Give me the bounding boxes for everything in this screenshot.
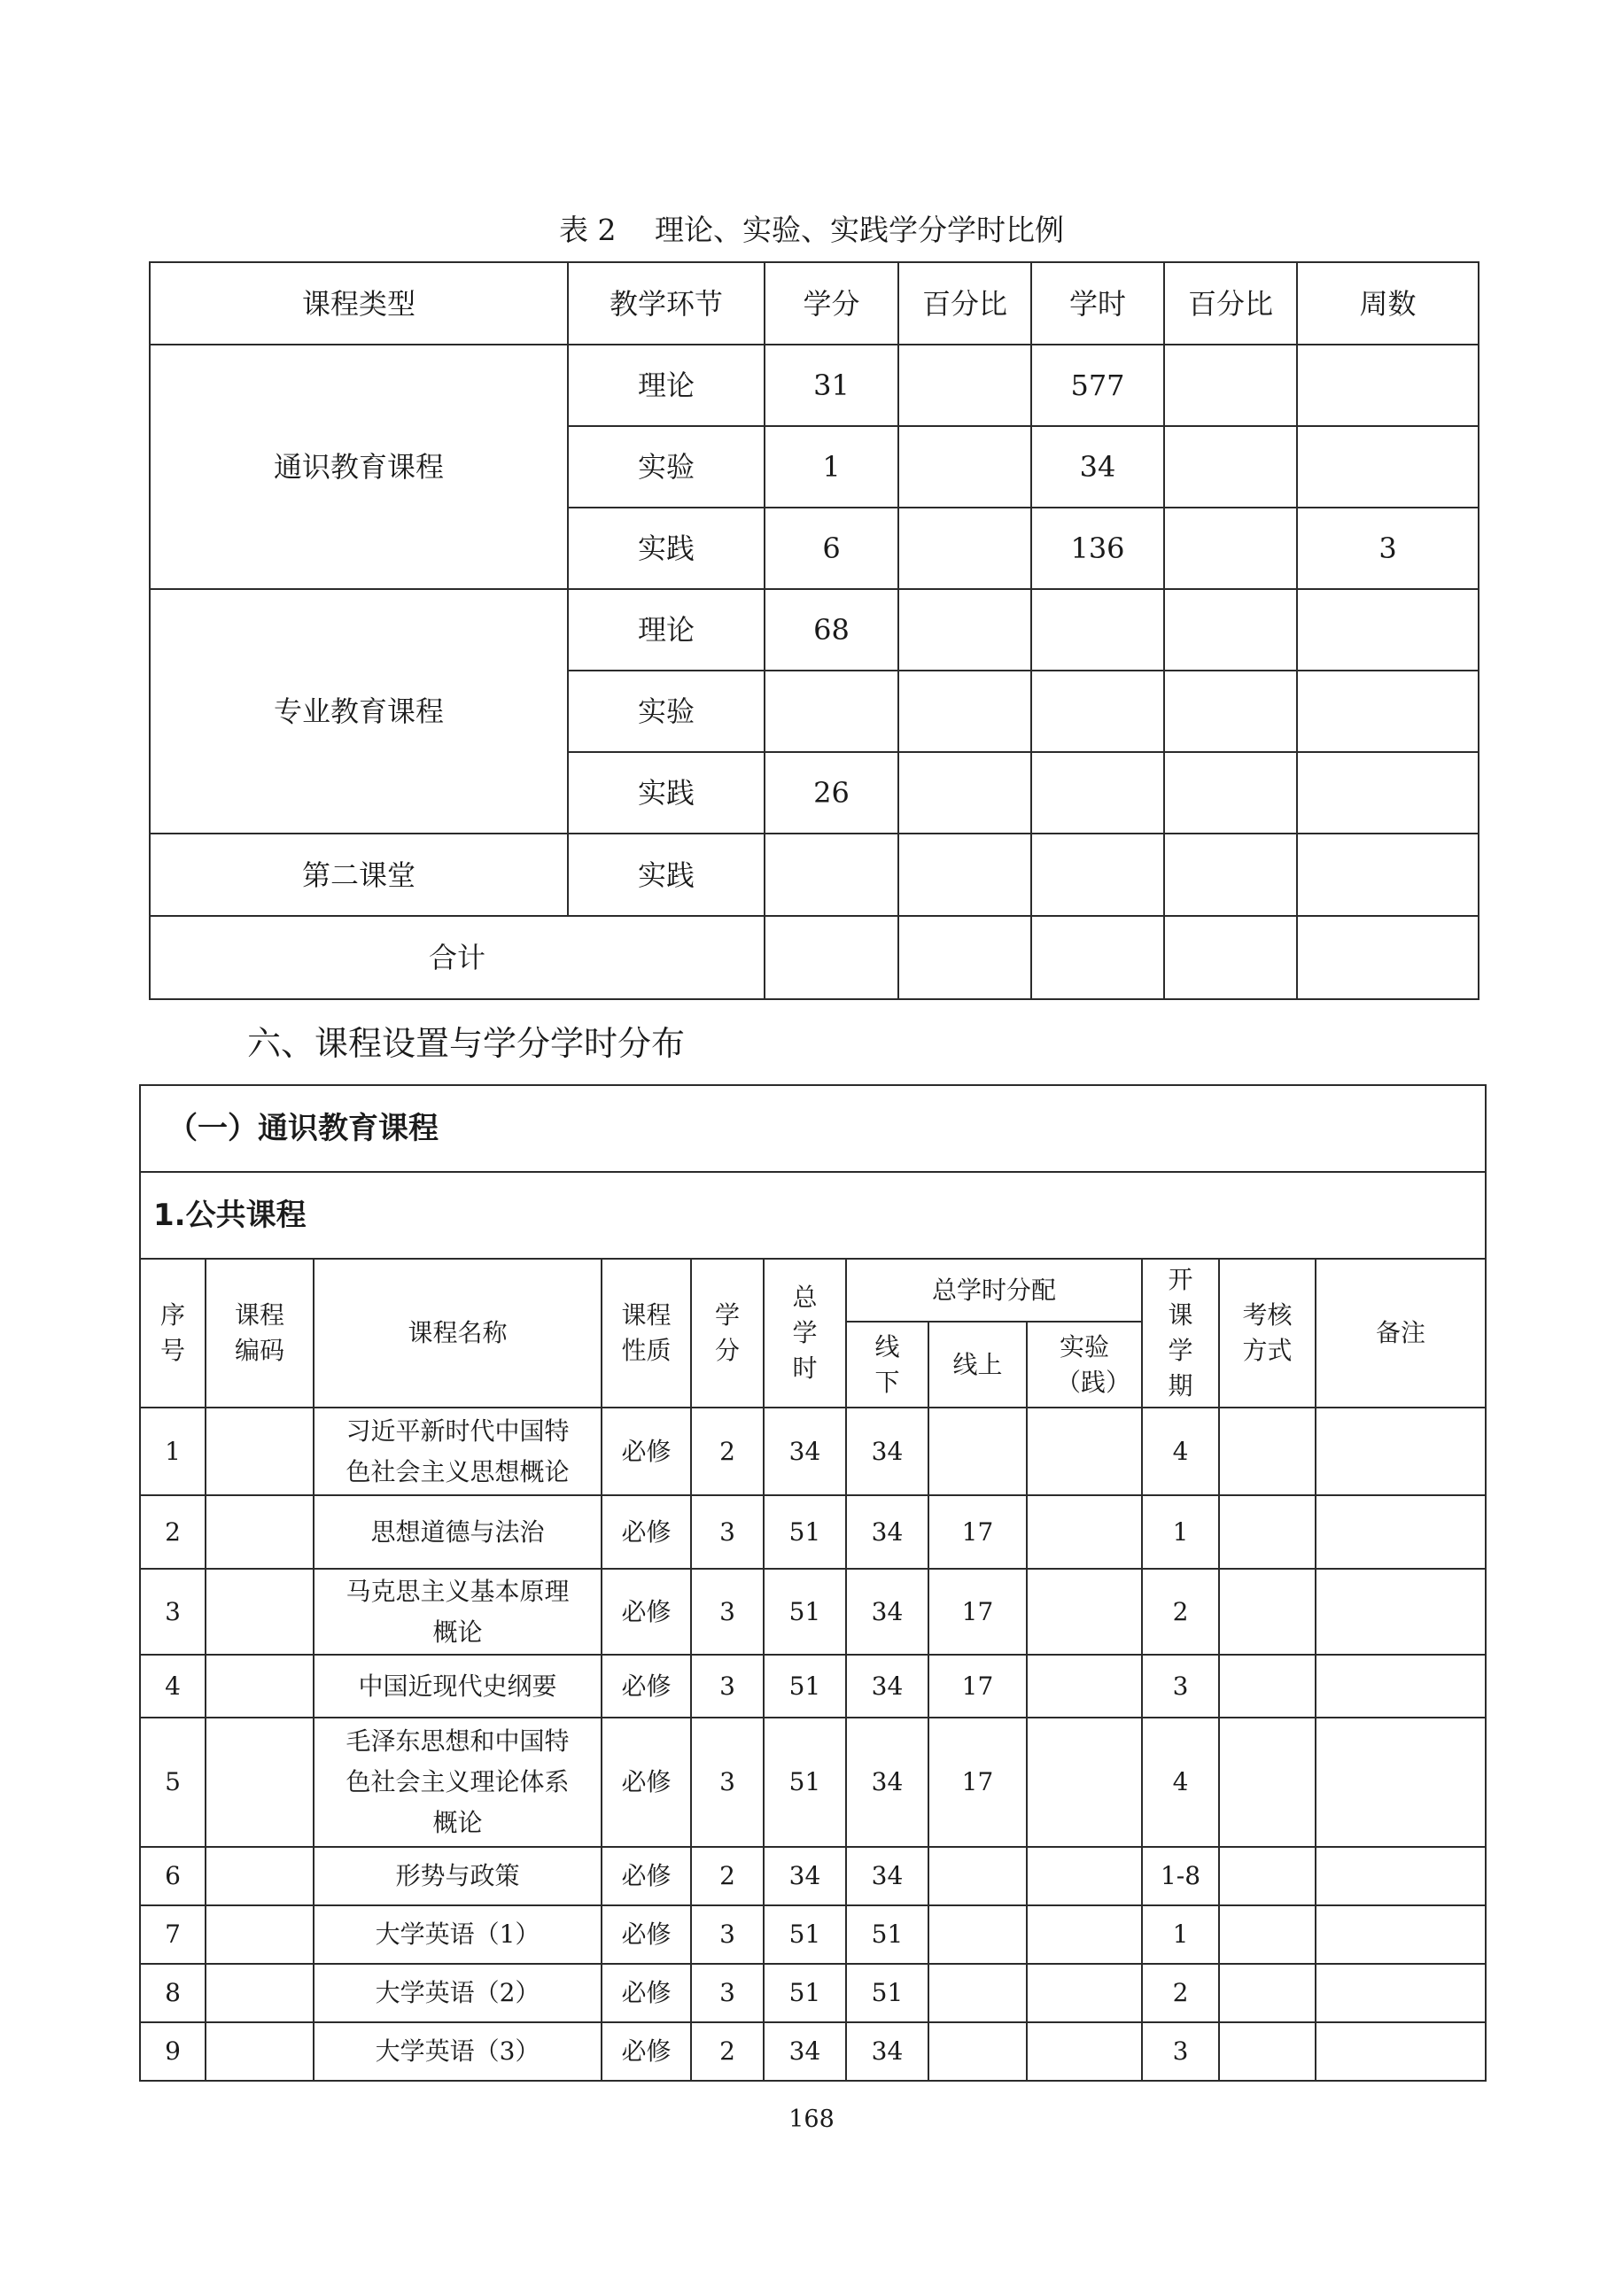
table-row xyxy=(140,1408,1486,1495)
cell-offline: 34 xyxy=(846,2022,928,2081)
cell-code xyxy=(206,1847,314,1905)
table-row xyxy=(140,2022,1486,2081)
header-offline xyxy=(846,1322,928,1408)
credits-cell: 31 xyxy=(765,345,898,426)
header-nature xyxy=(602,1259,691,1408)
cell-index: 5 xyxy=(140,1718,206,1847)
hour-percent-cell xyxy=(1164,834,1297,916)
course-name-text: 思想道德与法治 xyxy=(370,1516,545,1547)
cell-name xyxy=(314,2022,602,2081)
credit-percent-cell xyxy=(898,671,1031,752)
cell-semester: 3 xyxy=(1142,2022,1219,2081)
cell-code xyxy=(206,1495,314,1569)
cell-offline: 34 xyxy=(846,1569,928,1655)
total-credits xyxy=(765,916,898,999)
cell-online: 17 xyxy=(928,1655,1027,1718)
cell-remarks xyxy=(1316,1718,1486,1847)
credit-percent-cell xyxy=(898,589,1031,671)
hours-cell: 34 xyxy=(1031,426,1164,508)
table-row xyxy=(140,1718,1486,1847)
cell-total-hours: 51 xyxy=(764,1905,846,1964)
hour-percent-cell xyxy=(1164,508,1297,589)
cell-semester: 1 xyxy=(1142,1495,1219,1569)
table-row xyxy=(140,1569,1486,1655)
teaching-link-cell: 实验 xyxy=(568,426,765,508)
cell-online xyxy=(928,1408,1027,1495)
cell-total-hours: 51 xyxy=(764,1964,846,2022)
cell-practice xyxy=(1027,1569,1142,1655)
cell-remarks xyxy=(1316,1847,1486,1905)
cell-total-hours: 51 xyxy=(764,1655,846,1718)
cell-credits: 2 xyxy=(691,1847,764,1905)
header-credits xyxy=(691,1259,764,1408)
hours-cell: 577 xyxy=(1031,345,1164,426)
cell-remarks xyxy=(1316,2022,1486,2081)
cell-credits: 3 xyxy=(691,1655,764,1718)
course-name-text: 马克思主义基本原理概论 xyxy=(346,1576,570,1647)
cell-index: 3 xyxy=(140,1569,206,1655)
table-row xyxy=(140,1655,1486,1718)
header-total-hours-text: 总学时 xyxy=(792,1283,818,1383)
course-name-text: 毛泽东思想和中国特色社会主义理论体系概论 xyxy=(346,1726,570,1837)
credits-cell xyxy=(765,671,898,752)
credit-percent-cell xyxy=(898,752,1031,834)
table-row xyxy=(150,834,1479,916)
hour-percent-cell xyxy=(1164,345,1297,426)
hours-cell: 136 xyxy=(1031,508,1164,589)
cell-remarks xyxy=(1316,1408,1486,1495)
table-row xyxy=(140,1964,1486,2022)
cell-total-hours: 34 xyxy=(764,1408,846,1495)
cell-remarks xyxy=(1316,1569,1486,1655)
cell-remarks xyxy=(1316,1905,1486,1964)
cell-total-hours: 34 xyxy=(764,2022,846,2081)
header-credit-percent: 百分比 xyxy=(898,262,1031,345)
weeks-cell xyxy=(1297,671,1479,752)
section-row xyxy=(140,1085,1486,1172)
hour-percent-cell xyxy=(1164,752,1297,834)
cell-name xyxy=(314,1905,602,1964)
section-title: （一）通识教育课程 xyxy=(140,1085,1486,1172)
credits-cell: 68 xyxy=(765,589,898,671)
header-teaching-link: 教学环节 xyxy=(568,262,765,345)
header-practice-text: 实验（践） xyxy=(1056,1331,1131,1397)
cell-index: 8 xyxy=(140,1964,206,2022)
subsection-title: 1.公共课程 xyxy=(140,1172,1486,1259)
hour-percent-cell xyxy=(1164,426,1297,508)
ratio-table xyxy=(149,261,1479,1000)
cell-online: 17 xyxy=(928,1569,1027,1655)
cell-exam xyxy=(1219,2022,1316,2081)
cell-nature: 必修 xyxy=(602,2022,691,2081)
course-name-text: 大学英语（3） xyxy=(375,2036,540,2066)
cell-nature: 必修 xyxy=(602,1847,691,1905)
header-offline-text: 线下 xyxy=(874,1331,900,1397)
cell-practice xyxy=(1027,1964,1142,2022)
cell-offline: 34 xyxy=(846,1655,928,1718)
cell-semester: 4 xyxy=(1142,1718,1219,1847)
header-nature-text: 课程性质 xyxy=(621,1300,672,1365)
cell-practice xyxy=(1027,1495,1142,1569)
header-online: 线上 xyxy=(928,1322,1027,1408)
cell-nature: 必修 xyxy=(602,1964,691,2022)
cell-credits: 3 xyxy=(691,1964,764,2022)
course-name-text: 形势与政策 xyxy=(395,1861,520,1890)
cell-exam xyxy=(1219,1718,1316,1847)
cell-index: 9 xyxy=(140,2022,206,2081)
course-table xyxy=(139,1084,1487,2082)
hours-cell xyxy=(1031,589,1164,671)
header-hour-percent: 百分比 xyxy=(1164,262,1297,345)
weeks-cell xyxy=(1297,426,1479,508)
course-type-cell: 专业教育课程 xyxy=(150,589,568,834)
credit-percent-cell xyxy=(898,508,1031,589)
header-index-text: 序号 xyxy=(159,1300,185,1365)
cell-nature: 必修 xyxy=(602,1495,691,1569)
cell-total-hours: 51 xyxy=(764,1718,846,1847)
hours-cell xyxy=(1031,752,1164,834)
cell-nature: 必修 xyxy=(602,1905,691,1964)
credits-cell xyxy=(765,834,898,916)
cell-nature: 必修 xyxy=(602,1408,691,1495)
cell-name xyxy=(314,1655,602,1718)
cell-offline: 51 xyxy=(846,1964,928,2022)
table-row xyxy=(140,1905,1486,1964)
total-hour-percent xyxy=(1164,916,1297,999)
header-exam xyxy=(1219,1259,1316,1408)
cell-credits: 2 xyxy=(691,1408,764,1495)
cell-code xyxy=(206,1718,314,1847)
cell-total-hours: 34 xyxy=(764,1847,846,1905)
page-number: 168 xyxy=(788,2106,835,2133)
course-name-text: 中国近现代史纲要 xyxy=(358,1671,557,1701)
course-rows xyxy=(140,1408,1486,2081)
cell-nature: 必修 xyxy=(602,1655,691,1718)
cell-semester: 3 xyxy=(1142,1655,1219,1718)
cell-index: 1 xyxy=(140,1408,206,1495)
header-distribution: 总学时分配 xyxy=(846,1259,1142,1322)
cell-name xyxy=(314,1408,602,1495)
table-caption: 表 2 理论、实验、实践学分学时比例 xyxy=(559,213,1064,247)
header-semester-text: 开课学期 xyxy=(1168,1265,1193,1400)
teaching-link-cell: 理论 xyxy=(568,589,765,671)
cell-total-hours: 51 xyxy=(764,1495,846,1569)
cell-online: 17 xyxy=(928,1495,1027,1569)
course-name-text: 大学英语（2） xyxy=(375,1978,540,2007)
course-type-cell: 通识教育课程 xyxy=(150,345,568,589)
weeks-cell xyxy=(1297,589,1479,671)
cell-practice xyxy=(1027,1847,1142,1905)
total-hours xyxy=(1031,916,1164,999)
cell-name xyxy=(314,1569,602,1655)
cell-practice xyxy=(1027,1408,1142,1495)
cell-nature: 必修 xyxy=(602,1718,691,1847)
hours-cell xyxy=(1031,671,1164,752)
cell-total-hours: 51 xyxy=(764,1569,846,1655)
table-row xyxy=(150,345,1479,426)
cell-online xyxy=(928,2022,1027,2081)
cell-exam xyxy=(1219,1495,1316,1569)
credit-percent-cell xyxy=(898,345,1031,426)
weeks-cell xyxy=(1297,752,1479,834)
cell-credits: 3 xyxy=(691,1495,764,1569)
cell-index: 2 xyxy=(140,1495,206,1569)
cell-exam xyxy=(1219,1847,1316,1905)
cell-semester: 1 xyxy=(1142,1905,1219,1964)
cell-practice xyxy=(1027,1718,1142,1847)
teaching-link-cell: 理论 xyxy=(568,345,765,426)
course-table-header xyxy=(140,1259,1486,1322)
teaching-link-cell: 实践 xyxy=(568,508,765,589)
cell-exam xyxy=(1219,1569,1316,1655)
cell-exam xyxy=(1219,1655,1316,1718)
header-index xyxy=(140,1259,206,1408)
credit-percent-cell xyxy=(898,834,1031,916)
header-remarks: 备注 xyxy=(1316,1259,1486,1408)
cell-code xyxy=(206,2022,314,2081)
cell-practice xyxy=(1027,2022,1142,2081)
weeks-cell: 3 xyxy=(1297,508,1479,589)
cell-credits: 3 xyxy=(691,1718,764,1847)
course-name-text: 习近平新时代中国特色社会主义思想概论 xyxy=(346,1416,570,1486)
ratio-table-header xyxy=(150,262,1479,345)
credits-cell: 26 xyxy=(765,752,898,834)
header-exam-text: 考核方式 xyxy=(1242,1300,1293,1365)
header-name: 课程名称 xyxy=(314,1259,602,1408)
total-credit-percent xyxy=(898,916,1031,999)
teaching-link-cell: 实践 xyxy=(568,752,765,834)
header-practice xyxy=(1027,1322,1142,1408)
cell-offline: 34 xyxy=(846,1718,928,1847)
cell-code xyxy=(206,1569,314,1655)
header-course-type: 课程类型 xyxy=(150,262,568,345)
cell-credits: 3 xyxy=(691,1569,764,1655)
cell-remarks xyxy=(1316,1655,1486,1718)
credits-cell: 1 xyxy=(765,426,898,508)
cell-remarks xyxy=(1316,1964,1486,2022)
course-name-text: 大学英语（1） xyxy=(375,1920,540,1949)
teaching-link-cell: 实验 xyxy=(568,671,765,752)
cell-name xyxy=(314,1964,602,2022)
header-credits: 学分 xyxy=(765,262,898,345)
cell-semester: 4 xyxy=(1142,1408,1219,1495)
section-heading: 六、课程设置与学分学时分布 xyxy=(247,1024,686,1063)
cell-online xyxy=(928,1905,1027,1964)
total-row xyxy=(150,916,1479,999)
cell-semester: 2 xyxy=(1142,1569,1219,1655)
weeks-cell xyxy=(1297,834,1479,916)
cell-credits: 3 xyxy=(691,1905,764,1964)
header-code-text: 课程编码 xyxy=(234,1300,284,1365)
cell-online xyxy=(928,1847,1027,1905)
cell-semester: 2 xyxy=(1142,1964,1219,2022)
cell-code xyxy=(206,1408,314,1495)
cell-index: 7 xyxy=(140,1905,206,1964)
cell-code xyxy=(206,1964,314,2022)
course-type-cell: 第二课堂 xyxy=(150,834,568,916)
weeks-cell xyxy=(1297,345,1479,426)
cell-nature: 必修 xyxy=(602,1569,691,1655)
cell-offline: 34 xyxy=(846,1495,928,1569)
total-label: 合计 xyxy=(150,916,765,999)
table-row xyxy=(140,1495,1486,1569)
cell-online xyxy=(928,1964,1027,2022)
header-credits-text: 学分 xyxy=(714,1300,740,1365)
total-weeks xyxy=(1297,916,1479,999)
header-code xyxy=(206,1259,314,1408)
teaching-link-cell: 实践 xyxy=(568,834,765,916)
cell-offline: 51 xyxy=(846,1905,928,1964)
credits-cell: 6 xyxy=(765,508,898,589)
hour-percent-cell xyxy=(1164,671,1297,752)
credit-percent-cell xyxy=(898,426,1031,508)
cell-name xyxy=(314,1495,602,1569)
cell-credits: 2 xyxy=(691,2022,764,2081)
cell-exam xyxy=(1219,1964,1316,2022)
hours-cell xyxy=(1031,834,1164,916)
header-weeks: 周数 xyxy=(1297,262,1479,345)
header-hours: 学时 xyxy=(1031,262,1164,345)
cell-remarks xyxy=(1316,1495,1486,1569)
cell-practice xyxy=(1027,1905,1142,1964)
cell-index: 4 xyxy=(140,1655,206,1718)
subsection-row xyxy=(140,1172,1486,1259)
table-row xyxy=(140,1847,1486,1905)
cell-exam xyxy=(1219,1408,1316,1495)
header-semester xyxy=(1142,1259,1219,1408)
cell-name xyxy=(314,1847,602,1905)
cell-practice xyxy=(1027,1655,1142,1718)
cell-index: 6 xyxy=(140,1847,206,1905)
header-total-hours xyxy=(764,1259,846,1408)
table-row xyxy=(150,589,1479,671)
cell-online: 17 xyxy=(928,1718,1027,1847)
cell-semester: 1-8 xyxy=(1142,1847,1219,1905)
hour-percent-cell xyxy=(1164,589,1297,671)
cell-offline: 34 xyxy=(846,1847,928,1905)
cell-exam xyxy=(1219,1905,1316,1964)
cell-code xyxy=(206,1655,314,1718)
cell-offline: 34 xyxy=(846,1408,928,1495)
cell-name xyxy=(314,1718,602,1847)
cell-code xyxy=(206,1905,314,1964)
